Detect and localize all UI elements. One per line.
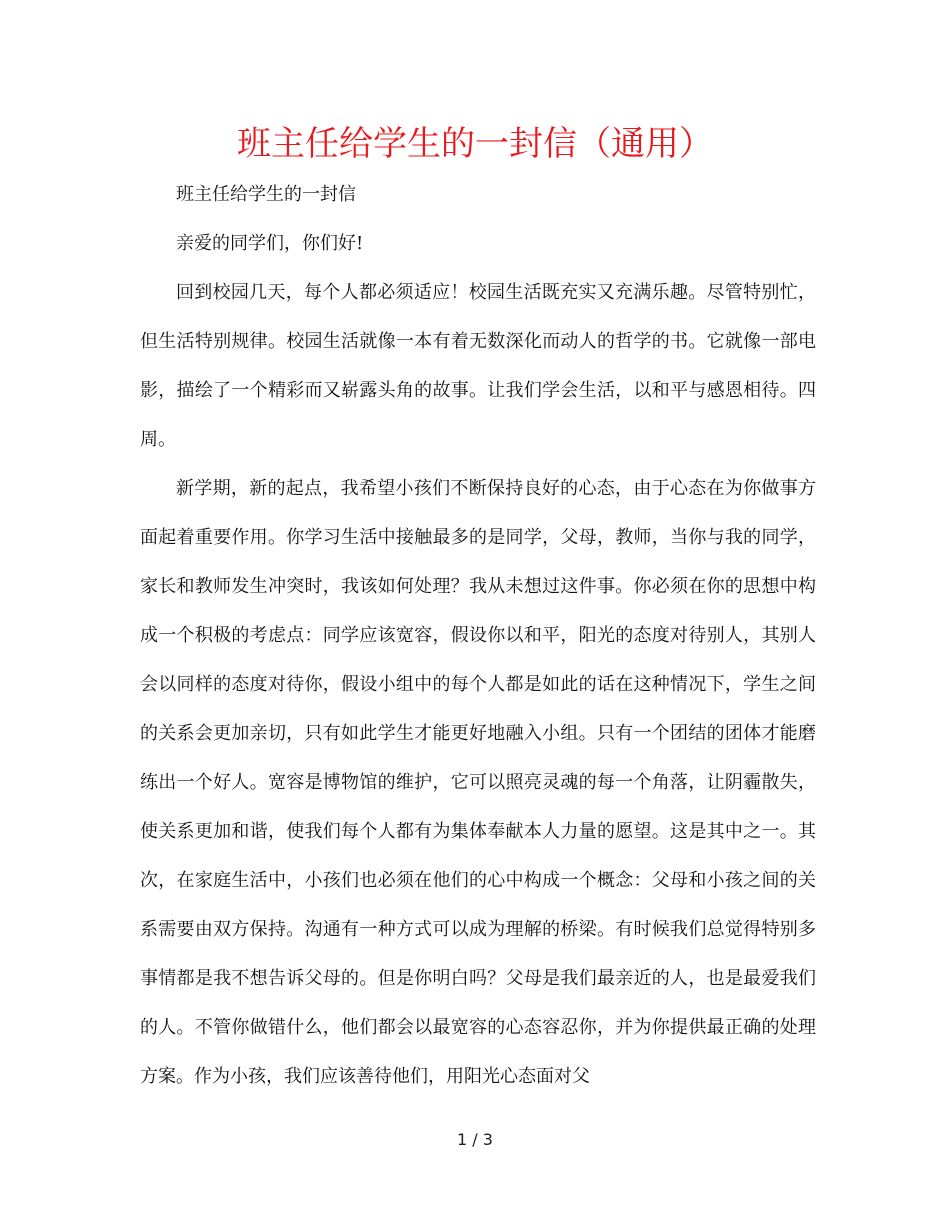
paragraph-new-semester: 新学期，新的起点，我希望小孩们不断保持良好的心态，由于心态在为你做事方面起着重要作用。你学习生活中接触最多的是同学，父母，教师，当你与我的同学，家长和教师发生冲突时，我该如何处理？我从未想过这件事。你必须在你的思想中构成一个积极的考虑点：同学应该宽容，假设你以和平，阳光的态度对待别人，其别人会以同样的态度对待你，假设小组中的每个人都是如此的话在这种情况下，学生之间的关系会更加亲切，只有如此学生才能更好地融入小组。只有一个团结的团体才能磨练出一个好人。宽容是博物馆的维护，它可以照亮灵魂的每一个角落，让阴霾散失，使关系更加和谐，使我们每个人都有为集体奉献本人力量的愿望。这是其中之一。其次，在家庭生活中，小孩们也必须在他们的心中构成一个概念：父母和小孩之间的关系需要由双方保持。沟通有一种方式可以成为理解的桥梁。有时候我们总觉得特别多事情都是我不想告诉父母的。但是你明白吗？父母是我们最亲近的人，也是最爱我们的人。不管你做错什么，他们都会以最宽容的心态容忍你，并为你提供最正确的处理方案。作为小孩，我们应该善待他们，用阳光心态面对父 [140,478,816,1087]
paragraph-greeting: 亲爱的同学们，你们好! [176,233,364,254]
page-number: 1 / 3 [457,1130,493,1149]
paragraph-subtitle: 班主任给学生的一封信 [176,184,356,205]
document-title: 班主任给学生的一封信（通用） [237,124,713,164]
paragraph-campus-life: 回到校园几天，每个人都必须适应！校园生活既充实又充满乐趣。尽管特别忙，但生活特别规律。校园生活就像一本有着无数深化而动人的哲学的书。它就像一部电影，描绘了一个精彩而又崭露头角的故事。让我们学会生活，以和平与感恩相待。四周。 [140,282,816,450]
document-body [140,170,816,1101]
